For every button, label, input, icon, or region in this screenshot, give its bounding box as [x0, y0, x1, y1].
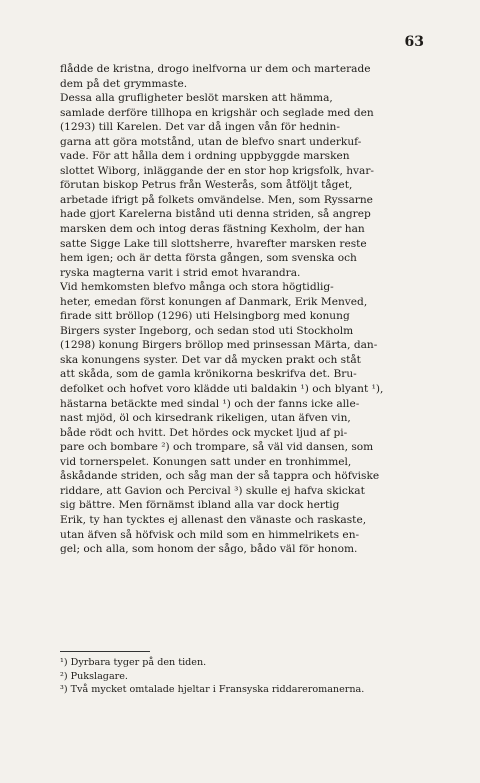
text-line: hem igen; och är detta första gången, som svenska och	[60, 252, 357, 265]
text-line: flådde de kristna, drogo inelfvorna ur dem och marterade	[60, 63, 371, 75]
text-line: åskådande striden, och såg man der så tappra och höfviske	[60, 470, 380, 483]
footnote: ¹) Dyrbara tyger på den tiden.	[60, 657, 207, 668]
text-line: att skåda, som de gamla krönikorna beskrifva det. Bru-	[60, 368, 357, 381]
text-line: hästarna betäckte med sindal ¹) och der fanns icke alle-	[60, 397, 360, 410]
text-line: Vid hemkomsten blefvo många och stora högtidlig-	[60, 281, 334, 294]
footnote-divider	[60, 651, 150, 652]
text-line: Birgers syster Ingeborg, och sedan stod uti Stockholm	[60, 324, 354, 337]
text-line: heter, emedan först konungen af Danmark, Erik Menved,	[60, 295, 368, 308]
text-line: vid tornerspelet. Konungen satt under en tronhimmel,	[60, 455, 352, 468]
text-line: (1293) till Karelen. Det var då ingen vån för hednin-	[60, 121, 340, 134]
text-line: sig bättre. Men förnämst ibland alla var dock hertig	[60, 499, 340, 512]
text-line: (1298) konung Birgers bröllop med prinsessan Märta, dan-	[60, 339, 378, 352]
text-line: slottet Wiborg, inläggande der en stor hop krigsfolk, hvar-	[60, 164, 374, 177]
text-line: Erik, ty han tycktes ej allenast den vänaste och raskaste,	[60, 513, 367, 526]
page-number: 63	[404, 34, 424, 50]
text-line: pare och bombare ²) och trompare, så väl vid dansen, som	[60, 441, 374, 454]
text-line: gel; och alla, som honom der sågo, bådo väl för honom.	[60, 543, 358, 556]
text-line: vade. För att hålla dem i ordning uppbyggde marsken	[60, 150, 350, 163]
text-line: firade sitt bröllop (1296) uti Helsingborg med konung	[60, 310, 350, 323]
text-line: hade gjort Karelerna bistånd uti denna striden, så angrep	[60, 208, 371, 221]
text-line: nast mjöd, öl och kirsedrank rikeligen, utan äfven vin,	[60, 412, 351, 425]
text-line: satte Sigge Lake till slottsherre, hvarefter marsken reste	[60, 237, 367, 250]
footnote: ³) Två mycket omtalade hjeltar i Fransyska riddareromanerna.	[60, 684, 365, 695]
body-text	[60, 62, 430, 557]
text-line: ska konungens syster. Det var då mycken prakt och ståt	[60, 353, 361, 366]
text-line: garna att göra motstånd, utan de blefvo snart underkuf-	[60, 135, 362, 148]
text-line: riddare, att Gavion och Percival ³) skulle ej hafva skickat	[60, 484, 365, 497]
text-line: ryska magterna varit i strid emot hvarandra.	[60, 266, 301, 279]
text-line: både rödt och hvitt. Det hördes ock mycket ljud af pi-	[60, 426, 348, 439]
footnote: ²) Pukslagare.	[60, 670, 128, 682]
text-line: arbetade ifrigt på folkets omvändelse. Men, som Ryssarne	[60, 193, 373, 206]
footnotes	[60, 656, 440, 697]
text-line: defolket och hofvet voro klädde uti baldakin ¹) och blyant ¹),	[60, 383, 384, 396]
text-line: utan äfven så höfvisk och mild som en himmelrikets en-	[60, 528, 360, 541]
text-line: dem på det grymmaste.	[60, 77, 188, 90]
text-line: Dessa alla grufligheter beslöt marsken att hämma,	[60, 92, 333, 105]
text-line: marsken dem och intog deras fästning Kexholm, der han	[60, 223, 365, 236]
text-line: förutan biskop Petrus från Westerås, som åtföljt tåget,	[60, 179, 353, 192]
text-line: samlade derföre tillhopa en krigshär och seglade med den	[60, 106, 374, 119]
